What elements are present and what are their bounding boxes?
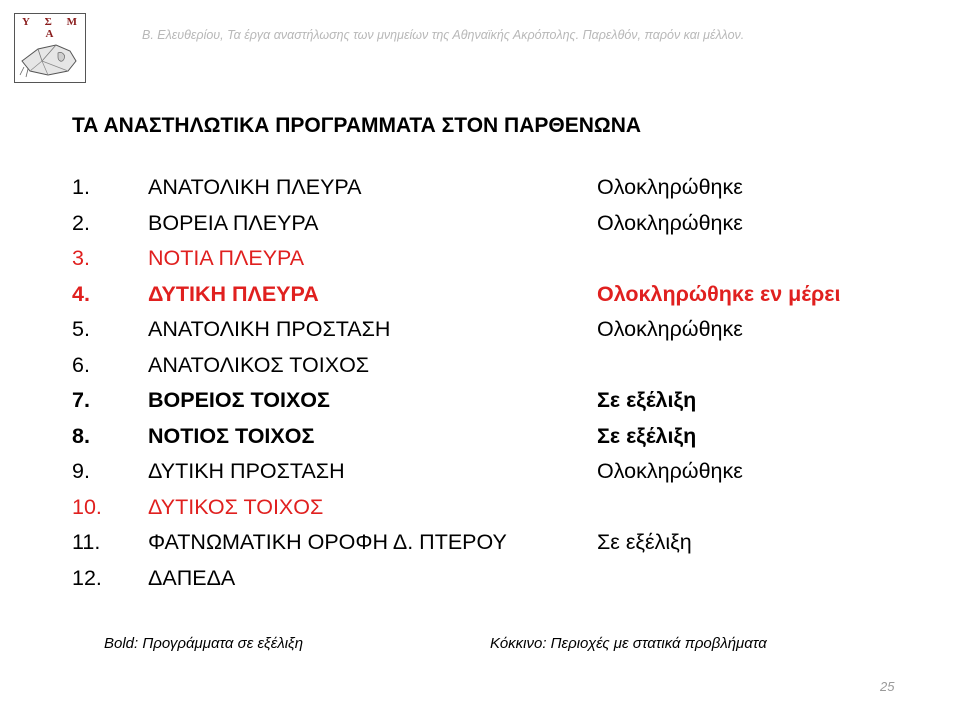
item-status: Σε εξέλιξη [597,530,692,554]
list-item [72,383,912,419]
list-item [72,454,912,490]
item-name: ΝΟΤΙΟΣ ΤΟΙΧΟΣ [148,423,315,448]
page-number: 25 [880,679,895,694]
header-citation: Β. Ελευθερίου, Τα έργα αναστήλωσης των μνημείων της Αθηναϊκής Ακρόπολης. Παρελθόν, παρόν και μέλλον. [142,28,745,42]
item-status: Ολοκληρώθηκε [597,210,743,235]
list-item [72,241,912,277]
program-list [72,170,912,596]
item-number: 10. [72,494,102,519]
item-name: ΑΝΑΤΟΛΙΚΗ ΠΡΟΣΤΑΣΗ [148,317,391,341]
item-number: 11. [72,530,101,554]
bold-legend-note: Bold: Προγράμματα σε εξέλιξη [104,635,304,652]
list-item [72,561,912,597]
item-number: 9. [72,459,90,483]
item-name: ΦΑΤΝΩΜΑΤΙΚΗ ΟΡΟΦΗ Δ. ΠΤΕΡΟΥ [148,530,507,554]
item-name: ΔΥΤΙΚΗ ΠΛΕΥΡΑ [148,281,319,306]
item-number: 5. [72,317,90,341]
item-name: ΒΟΡΕΙΟΣ ΤΟΙΧΟΣ [148,388,330,412]
item-status: Ολοκληρώθηκε [597,317,743,341]
item-status: Ολοκληρώθηκε [597,459,743,483]
page-title: ΤΑ ΑΝΑΣΤΗΛΩΤΙΚΑ ΠΡΟΓΡΑΜΜΑΤΑ ΣΤΟΝ ΠΑΡΘΕΝΩΝΑ [72,114,642,137]
item-name: ΑΝΑΤΟΛΙΚΟΣ ΤΟΙΧΟΣ [148,352,370,377]
list-item [72,490,912,526]
item-status: Σε εξέλιξη [597,423,697,448]
list-item [72,419,912,455]
item-status: Σε εξέλιξη [597,388,697,412]
red-legend-note: Κόκκινο: Περιοχές με στατικά προβλήματα [490,635,767,652]
item-name: ΔΥΤΙΚΟΣ ΤΟΙΧΟΣ [148,494,324,519]
item-number: 6. [72,352,90,377]
item-number: 3. [72,246,90,270]
marble-fragment-icon [18,31,82,79]
list-item [72,312,912,348]
item-number: 2. [72,210,90,235]
item-name: ΔΥΤΙΚΗ ΠΡΟΣΤΑΣΗ [148,459,345,483]
item-name: ΒΟΡΕΙΑ ΠΛΕΥΡΑ [148,210,319,235]
item-name: ΑΝΑΤΟΛΙΚΗ ΠΛΕΥΡΑ [148,175,362,199]
ysma-logo [14,13,86,83]
item-status: Ολοκληρώθηκε εν μέρει [597,281,841,306]
item-number: 7. [72,388,90,412]
item-number: 12. [72,565,102,590]
list-item [72,170,912,206]
item-number: 8. [72,423,90,448]
list-item [72,525,912,561]
item-number: 4. [72,281,90,306]
item-name: ΔΑΠΕΔΑ [148,565,236,590]
logo-letters: Υ Σ Μ Α [21,16,84,40]
list-item [72,277,912,313]
item-status: Ολοκληρώθηκε [597,175,743,199]
item-number: 1. [72,175,90,199]
list-item [72,348,912,384]
item-name: ΝΟΤΙΑ ΠΛΕΥΡΑ [148,246,305,270]
list-item [72,206,912,242]
